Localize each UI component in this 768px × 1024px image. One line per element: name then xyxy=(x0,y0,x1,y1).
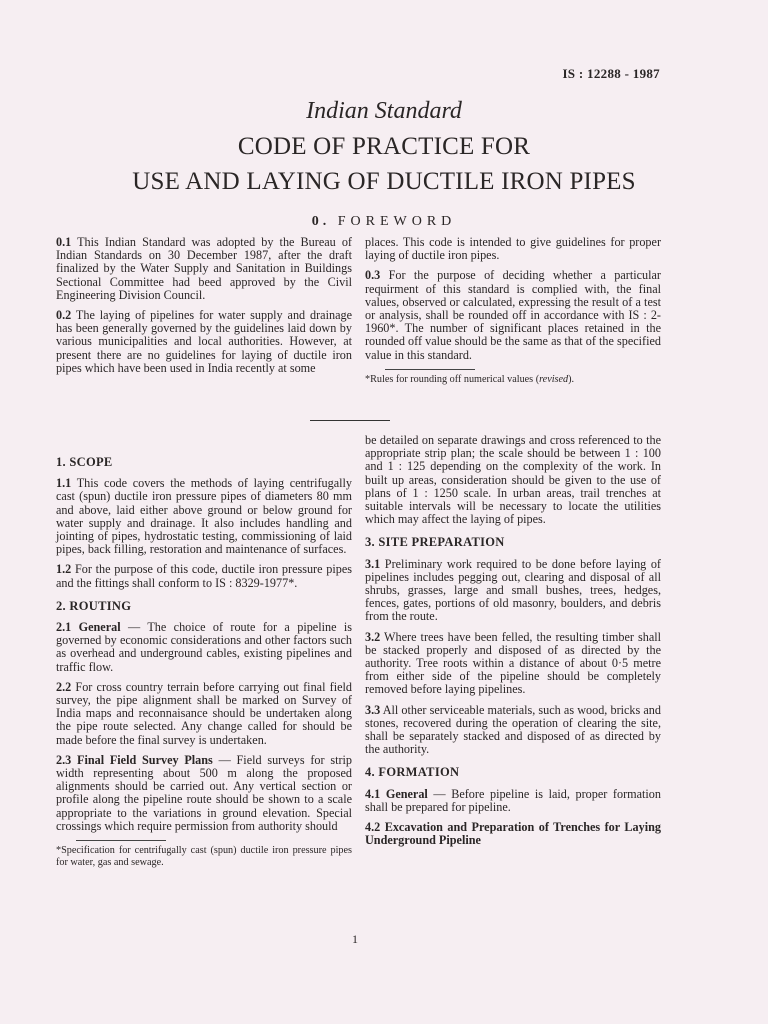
title-block xyxy=(0,96,768,230)
section-heading-site-preparation: 3. SITE PREPARATION xyxy=(365,535,505,550)
paragraph-4-1 xyxy=(365,788,661,814)
clause-title: Final Field Survey Plans xyxy=(71,752,213,767)
paragraph-0-3 xyxy=(365,269,661,361)
footnote-text: ). xyxy=(568,373,575,385)
footnote-text: *Rules for rounding off numerical values ( xyxy=(365,373,540,385)
body-left-column xyxy=(56,446,352,869)
clause-text: — Field surveys for strip width representing about 500 m along the proposed alignments should be carried out. Any vertical section or profile along the pipeline route should be shown to a scale appropriate to the variations in ground elevation. Special crossings which require permission from authority should xyxy=(56,752,352,833)
clause-text: This code covers the methods of laying centrifugally cast (spun) ductile iron pressure pipes of diameters 80 mm and above, laid either above ground or below ground for water supply and drainage. It also includes handling and jointing of pipes, hydrostatic testing, commissioning of laid pipes, back filling, restoration and maintenance of surfaces. xyxy=(56,476,352,557)
footnote-spun-pipes: *Specification for centrifugally cast (spun) ductile iron pressure pipes for water, gas and sewage. xyxy=(56,845,352,869)
clause-text: For cross country terrain before carrying out final field survey, the pipe alignment shall be marked on Survey of India maps and reconnaisance should be undertaken along the pipe route selected. Any change called for should be made before the final survey is undertaken. xyxy=(56,679,352,747)
page-number: 1 xyxy=(352,932,358,946)
clause-number: 2.1 xyxy=(56,620,72,635)
clause-title: General xyxy=(71,620,121,635)
clause-number: 1.1 xyxy=(56,476,72,491)
paragraph-2-1 xyxy=(56,621,352,674)
clause-text: Preliminary work required to be done before laying of pipelines includes pegging out, clearing and disposal of all shrubs, grasses, large and small bushes, trees, hedges, fences, gates, portions of old masonry, boulders, and debris from the route. xyxy=(365,556,661,624)
clause-number: 3.2 xyxy=(365,629,381,644)
standard-number: IS : 12288 - 1987 xyxy=(562,66,660,81)
section-heading-formation: 4. FORMATION xyxy=(365,765,460,780)
paragraph-3-3 xyxy=(365,704,661,757)
paragraph-2-3-continued: be detailed on separate drawings and cross referenced to the appropriate strip plan; the scale should be between 1 : 100 and 1 : 125 depending on the complexity of the work. In built up areas, consideration should be given to the use of plans of 1 : 1250 scale. In urban areas, trail trenches at suitable intervals will be necessary to locate the utilities which may affect the laying of pipes. xyxy=(365,433,661,527)
paragraph-2-3 xyxy=(56,754,352,833)
clause-number: 1.2 xyxy=(56,562,72,577)
clause-title: General xyxy=(380,786,428,801)
clause-number: 3.1 xyxy=(365,556,381,571)
standard-label: Indian Standard xyxy=(306,98,462,124)
clause-number: 2.2 xyxy=(56,679,72,694)
paragraph-1-1 xyxy=(56,477,352,556)
paragraph-3-2 xyxy=(365,631,661,697)
clause-text: This Indian Standard was adopted by the Bureau of Indian Standards on 30 December 1987, after the draft finalized by the Water Supply and Sanitation in Buildings Sectional Committee had beed approved by the Civil Engineering Division Council. xyxy=(56,235,352,302)
page-title-line-2: USE AND LAYING OF DUCTILE IRON PIPES xyxy=(132,168,636,195)
clause-number: 3.3 xyxy=(365,702,381,717)
paragraph-1-2 xyxy=(56,563,352,589)
foreword-heading xyxy=(0,214,768,230)
foreword-right-column xyxy=(365,236,661,386)
clause-number: 0.3 xyxy=(365,268,381,283)
section-divider xyxy=(310,420,390,421)
body-right-column xyxy=(365,434,661,854)
footnote-rule xyxy=(385,369,475,370)
footnote-italic: revised xyxy=(539,373,569,385)
footnote-rule xyxy=(76,840,166,841)
foreword-number: 0. xyxy=(311,214,331,229)
clause-text: For the purpose of this code, ductile iron pressure pipes and the fittings shall conform to IS : 8329-1977*. xyxy=(56,562,352,590)
clause-text: The laying of pipelines for water supply and drainage has been generally governed by the guidelines laid down by various municipalities and local authorities. However, at present there are no guidelines for laying of ductile iron pipes which have been used in India recently at some xyxy=(56,308,352,375)
foreword-word: FOREWORD xyxy=(337,214,457,229)
page-title-line-1: CODE OF PRACTICE FOR xyxy=(237,133,531,160)
clause-text: All other serviceable materials, such as wood, bricks and stones, recovered during the operation of clearing the site, shall be separately stacked and disposed of as directed by the authority. xyxy=(365,702,661,757)
clause-text: Where trees have been felled, the resulting timber shall be stacked properly and disposed of as directed by the authority. Tree roots within a distance of about 0·5 metre from either side of the pipeline should be completely removed before laying pipelines. xyxy=(365,629,661,697)
clause-text: — The choice of route for a pipeline is governed by economic considerations and other factors such as overhead and underground cables, existing pipelines and traffic flow. xyxy=(56,620,352,674)
section-heading-routing: 2. ROUTING xyxy=(56,598,132,613)
footnote-rounding xyxy=(365,374,661,386)
clause-number: 0.2 xyxy=(56,308,72,323)
paragraph-0-1 xyxy=(56,236,352,302)
clause-number: 0.1 xyxy=(56,235,72,249)
paragraph-2-2 xyxy=(56,681,352,747)
paragraph-0-2-continued: places. This code is intended to give guidelines for proper laying of ductile iron pipes. xyxy=(365,235,661,263)
clause-number: 2.3 xyxy=(56,752,72,767)
paragraph-4-2 xyxy=(365,821,661,847)
clause-number: 4.1 xyxy=(365,786,381,801)
section-heading-scope: 1. SCOPE xyxy=(56,455,113,469)
clause-text: For the purpose of deciding whether a particular requirment of this standard is complied with, the final values, observed or calculated, expressing the result of a test or analysis, shall be rounded off in accordance with IS : 2-1960*. The number of significant places retained in the rounded off value should be the same as that of the specified value in this standard. xyxy=(365,268,661,362)
clause-number: 4.2 xyxy=(365,820,381,835)
paragraph-3-1 xyxy=(365,558,661,624)
paragraph-0-2 xyxy=(56,309,352,375)
foreword-left-column xyxy=(56,236,352,382)
clause-text: — Before pipeline is laid, proper formation shall be prepared for pipeline. xyxy=(365,786,661,814)
clause-title: Excavation and Preparation of Trenches for Laying Underground Pipeline xyxy=(365,820,661,848)
